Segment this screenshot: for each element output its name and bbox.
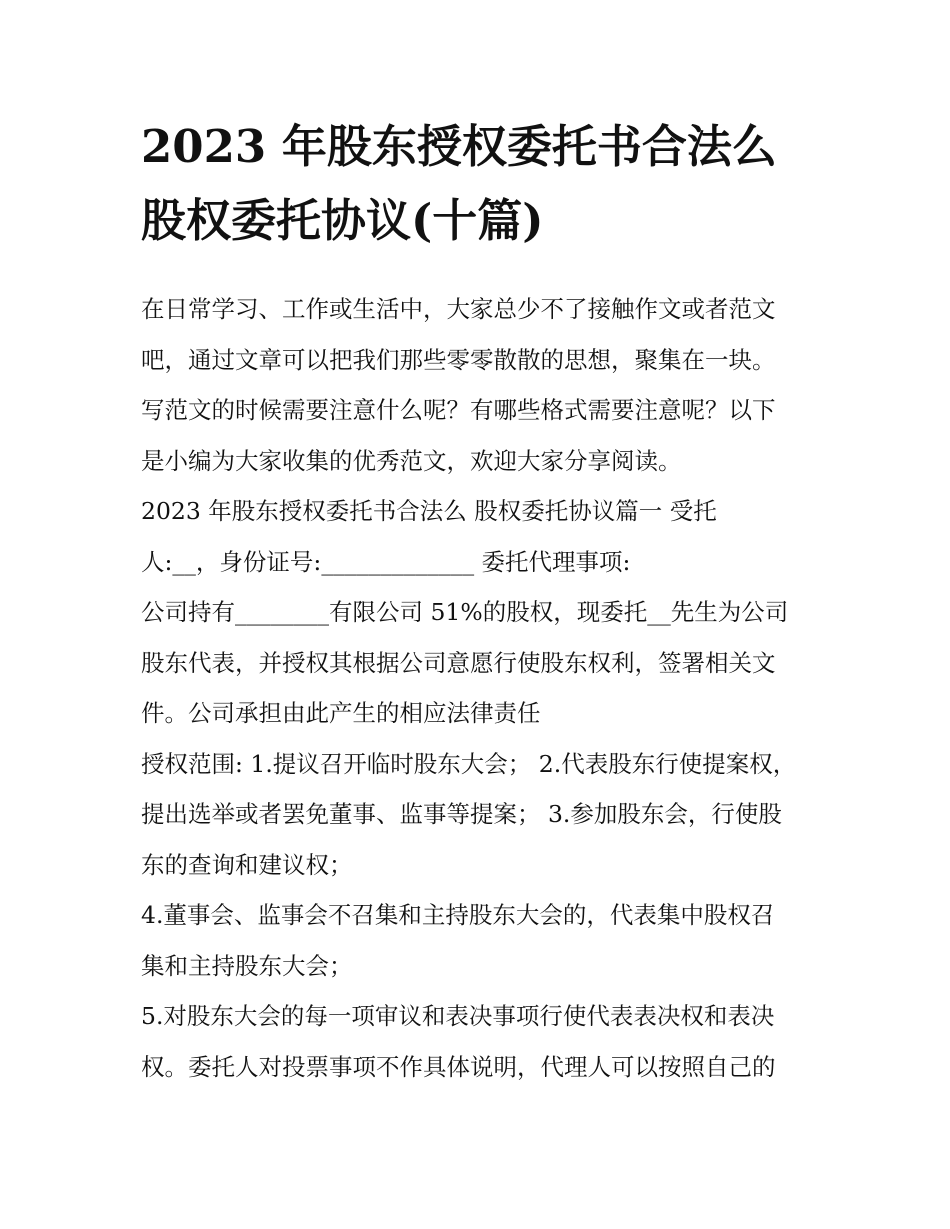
body-line: 在日常学习、工作或生活中，大家总少不了接触作文或者范文 xyxy=(141,295,776,323)
body-line: 授权范围: 1.提议召开临时股东大会； 2.代表股东行使提案权， xyxy=(141,749,797,778)
body-line: 写范文的时候需要注意什么呢？有哪些格式需要注意呢？以下 xyxy=(141,396,776,424)
body-line: 人:__，身份证号:_____________ 委托代理事项: xyxy=(141,547,631,576)
body-line: 5.对股东大会的每一项审议和表决事项行使代表表决权和表决 xyxy=(141,1002,775,1030)
body-line: 2023 年股东授权委托书合法么 股权委托协议篇一 受托 xyxy=(141,497,717,525)
body-line: 集和主持股东大会； xyxy=(141,951,353,980)
document-body xyxy=(141,284,813,1092)
document-content xyxy=(141,110,813,1092)
body-line: 件。公司承担由此产生的相应法律责任 xyxy=(141,699,541,727)
body-line: 权。委托人对投票事项不作具体说明，代理人可以按照自己的 xyxy=(141,1052,776,1081)
document-title xyxy=(141,110,813,258)
body-line: 公司持有________有限公司 51%的股权，现委托__先生为公司 xyxy=(141,598,789,626)
title-line: 股权委托协议(十篇) xyxy=(141,194,544,247)
title-line: 2023 年股东授权委托书合法么 xyxy=(141,120,777,173)
body-line: 吧，通过文章可以把我们那些零零散散的思想，聚集在一块。 xyxy=(141,345,776,374)
body-line: 股东代表，并授权其根据公司意愿行使股东权利，签署相关文 xyxy=(141,648,776,677)
body-line: 4.董事会、监事会不召集和主持股东大会的，代表集中股权召 xyxy=(141,901,775,929)
body-line: 东的查询和建议权； xyxy=(141,850,353,879)
body-line: 是小编为大家收集的优秀范文，欢迎大家分享阅读。 xyxy=(141,446,682,475)
body-line: 提出选举或者罢免董事、监事等提案； 3.参加股东会，行使股 xyxy=(141,800,782,828)
